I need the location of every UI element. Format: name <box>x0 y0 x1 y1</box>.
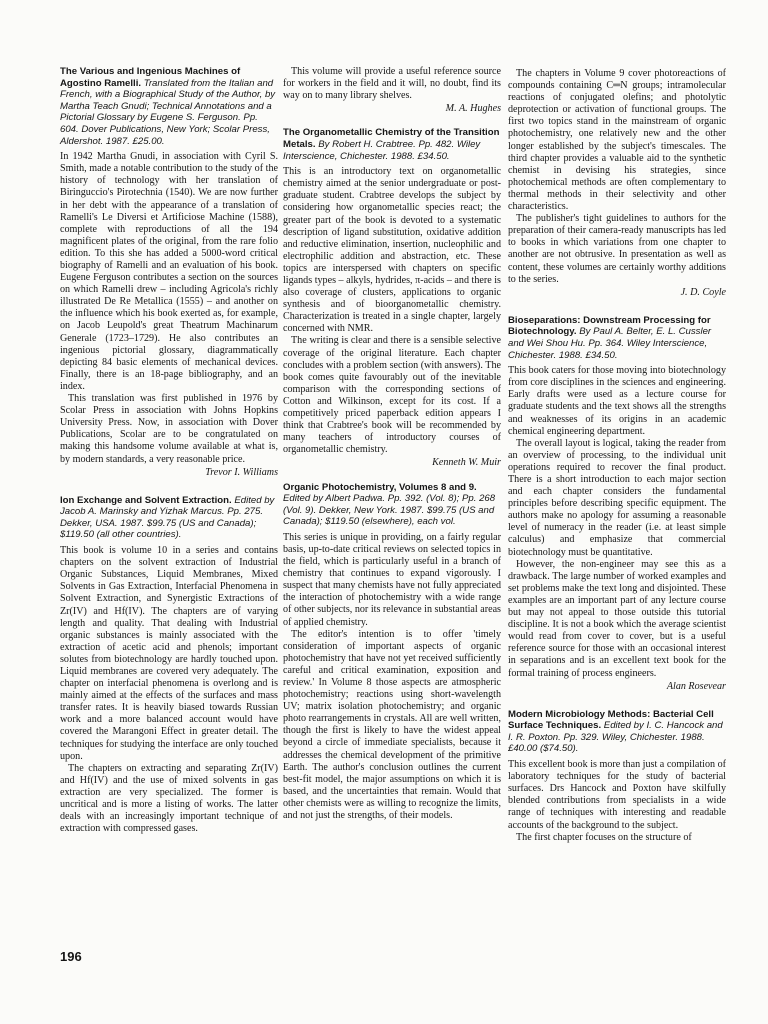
reviewer-name: Alan Rosevear <box>666 680 726 692</box>
column-right <box>508 68 726 844</box>
review-details: Edited by Jacob A. Marinsky and Yizhak Marcus. Pp. 275. Dekker, USA. 1987. $99.75 (US and Canada); $119.50 (all other countries). <box>60 494 275 541</box>
review-microbiology <box>508 709 726 844</box>
review-photochemistry <box>283 482 501 823</box>
review-details: Edited by I. C. Hancock and I. R. Poxton. Pp. 329. Wiley, Chichester. 1988. £40.00 ($74.50). <box>508 720 723 755</box>
review-paragraph: This is an introductory text on organometallic chemistry aimed at the senior undergraduate or post-graduate student. Crabtree develops the subject by considering how organometallic species react; the greater part of the book is devoted to a systematic description of ligand substitution, oxidative addition and reductive elimination, insertion, nucleophilic and electrophilic addition and abstraction, etc. These topics are interspersed with chapters on specific ligands types – alkyls, hydrides, π-acids – and there is also coverage of clusters, applications to organic synthesis and of bioorganometallic chemistry. Characterization is treated in a single chapter, largely concerned with NMR. <box>283 166 501 335</box>
review-paragraph: The editor's intention is to offer 'timely consideration of important aspects of organic photochemistry that have not yet received sufficiently careful and critical examination, exposition and review.' In Volume 8 those aspects are atmospheric photochemistry; reactions using short-wavelength UV; matrix isolation photochemistry; and organic photo rearrangements in crystals. All are well written, though the first is likely to have the widest appeal beyond a circle of immediate specialists, because it addresses the chemical development of the primitive Earth. The author's conclusion outlines the current best-fit model, the major assumptions on which it is based, and the uncertainties that remain. Would that other chemists were as willing to recognize the limits, and not just the strengths, of their models. <box>283 628 501 822</box>
review-heading <box>508 315 726 361</box>
review-ion-exchange <box>60 495 278 836</box>
reviewer-name: Trevor I. Williams <box>205 466 278 478</box>
review-title: Organic Photochemistry, Volumes 8 and 9. <box>283 481 477 493</box>
review-paragraph: The overall layout is logical, taking the reader from an overview of processing, to the individual unit operations required to recover the final product. There is a short introduction to each major section and each chapter considers the fundamental principles before describing specific equipment. The authors make no apology for assuming a reasonable level of numeracy in the reader (i.e. at least simple calculus) and emphasize that commercial biotechnology must be quantitative. <box>508 437 726 558</box>
review-paragraph: The publisher's tight guidelines to authors for the preparation of their camera-ready manuscripts has led to books in which variations from one chapter to another are not obtrusive. In presentation as well as content, these volumes are certainly worthy additions to the series. <box>508 213 726 285</box>
review-title: The Organometallic Chemistry of the Transition Metals. <box>283 127 500 150</box>
review-paragraph: This series is unique in providing, on a fairly regular basis, up-to-date critical reviews on selected topics in the field, which is particularly useful in a branch of chemistry that continues to expand vigorously. I suspect that many chemists have not fully appreciated the interaction of photochemistry with a wide range of other subjects, nor its relevance in substantial areas of applied chemistry. <box>283 531 501 628</box>
review-heading <box>60 495 278 541</box>
reviewer-name: M. A. Hughes <box>445 103 501 115</box>
column-middle <box>283 66 501 822</box>
review-details: Translated from the Italian and French, with a Biographical Study of the Author, by Martha Teach Gnudi; Technical Annotations and a Pictorial Glossary by Eugene S. Ferguson. Pp. 604. Dover Publications, New York; Scolar Press, Aldershot. 1987. £25.00. <box>60 77 276 147</box>
review-paragraph: This translation was first published in 1976 by Scolar Press in association with Johns Hopkins University Press. Now, in association with Dover Publications, Scolar are to be congratulated on making this handsome volume available at what is, by modern standards, a very reasonable price. <box>60 393 278 465</box>
review-details: By Robert H. Crabtree. Pp. 482. Wiley Interscience, Chichester. 1988. £34.50. <box>283 138 481 162</box>
review-paragraph: The chapters in Volume 9 cover photoreactions of compounds containing C═N groups; intramolecular reactions of conjugated olefins; and photolytic deprotection or activation of functional groups. The first two topics stand in the mainstream of organic photochemistry, one relatively new and the other longer established by the subject's timescales. The third chapter provides a valuable aid to the synthetic chemist in devising his strategies, since photochemical methods are often complementary to thermal methods in their selectivity and other characteristics. <box>508 68 726 213</box>
review-paragraph: This book is volume 10 in a series and contains chapters on the solvent extraction of Industrial Organic Substances, Liquid Membranes, Mixed Solvents in Gas Extraction, Interfacial Phenomena in Solvent Extraction, and Synergistic Extractions of Zr(IV) and Hf(IV). The chapters are of varying length and quality. That dealing with Industrial organic substances is mainly associated with the extraction of acetic acid and phenols; important solutes from biotechnology are hardly touched upon. Liquid membranes are covered very adequately. The chapter on interfacial phenomena is overlong and is mainly aimed at the effects of the surfaces and mass transfer rates. It is heavily biased towards Russian work and a more balanced account would have covered the Marangoni Effect in greater detail. The techniques for studying the interface are only touched upon. <box>60 545 278 762</box>
review-paragraph: However, the non-engineer may see this as a drawback. The large number of worked examples and set problems make the text long and disjointed. These examples are an important part of any lecture course but may not appeal to those outside this tutorial discipline. It is not a book which the average scientist would read from cover to cover, but is a useful reference source for those with an occasional interest in separations and is an excellent text book for the formal training of process engineers. <box>508 558 726 679</box>
review-heading <box>283 127 501 162</box>
review-paragraph: The writing is clear and there is a sensible selective coverage of the original literature. Each chapter concludes with a problem section (with answers). The book comes quite favourably out of the inevitable comparison with the corresponding sections of Cotton and Wilkinson, except for its cost. If a competitively priced paperback edition appears I think that Crabtree's book will be recommended by many teachers of introductory courses of organometallic chemistry. <box>283 335 501 456</box>
review-ramelli <box>60 66 278 479</box>
column-left <box>60 66 278 835</box>
review-paragraph: The chapters on extracting and separating Zr(IV) and Hf(IV) and the use of mixed solvents in gas extraction are very specialized. The former is uncritical and is more a listing of works. The latter deals with an increasingly important technique of extraction with compressed gases. <box>60 762 278 835</box>
review-details: By Paul A. Belter, E. L. Cussler and Wei Shou Hu. Pp. 364. Wiley Interscience, Chichester. 1988. £34.50. <box>508 326 712 361</box>
review-title: The Various and Ingenious Machines of Agostino Ramelli. <box>60 66 241 89</box>
review-photochemistry-continued <box>508 68 726 299</box>
review-heading <box>283 482 501 528</box>
review-paragraph: This volume will provide a useful reference source for workers in the field and it will, no doubt, find its way on to many library shelves. <box>283 66 501 102</box>
page-number: 196 <box>60 949 82 964</box>
reviewer-name: Kenneth W. Muir <box>432 457 501 469</box>
review-heading <box>60 66 278 147</box>
review-title: Bioseparations: Downstream Processing for Biotechnology. <box>508 314 711 338</box>
review-organometallic <box>283 127 501 469</box>
review-paragraph: This book caters for those moving into biotechnology from core disciplines in the sciences and engineering. Early drafts were used as a lecture course for graduate students and the text shows all the strengths and weaknesses of its origins in an academic chemical engineering department. <box>508 365 726 437</box>
reviewer-name: J. D. Coyle <box>680 286 726 298</box>
review-paragraph: This excellent book is more than just a compilation of laboratory techniques for the study of bacterial surfaces. Drs Hancock and Poxton have skilfully blended contributions from specialists in a wide range of techniques with interesting and readable accounts of the background to the subject. <box>508 759 726 831</box>
review-heading <box>508 709 726 755</box>
review-ion-exchange-continued <box>283 66 501 115</box>
review-paragraph: In 1942 Martha Gnudi, in association with Cyril S. Smith, made a notable contribution to the study of the history of technology with her translation of Biringuccio's Pirotechnia (1540). We are now further in her debt with the appearance of a translation of Ramelli's Le Diversi et Artificiose Machine (1588), complete with reproductions of all the 194 magnificent plates of the original, from the rare folio edition. To this she has added a 5000-word critical biography of Ramelli and an evaluation of his book. Eugene Ferguson contributes a section on the sources on which Ramelli drew – including Agricola's richly illustrated De Re Metallica (1555) – and another on the influence which his book exerted as, for example, on Jacob Leupold's great Theatrum Machinarum Generale (1723–1729). He also contributes an ingenious pictorial glossary, diagrammatically depicting 84 basic elements of mechanical devices. Finally, there is an 18-page bibliography, and an index. <box>60 151 278 392</box>
review-title: Ion Exchange and Solvent Extraction. <box>60 494 232 506</box>
review-details: Edited by Albert Padwa. Pp. 392. (Vol. 8); Pp. 268 (Vol. 9). Dekker, New York. 1987. $99.75 (US and Canada); $119.50 (elsewhere), each vol. <box>283 493 496 528</box>
review-title: Modern Microbiology Methods: Bacterial Cell Surface Techniques. <box>508 708 714 732</box>
review-bioseparations <box>508 315 726 693</box>
review-paragraph: The first chapter focuses on the structure of <box>516 831 692 843</box>
